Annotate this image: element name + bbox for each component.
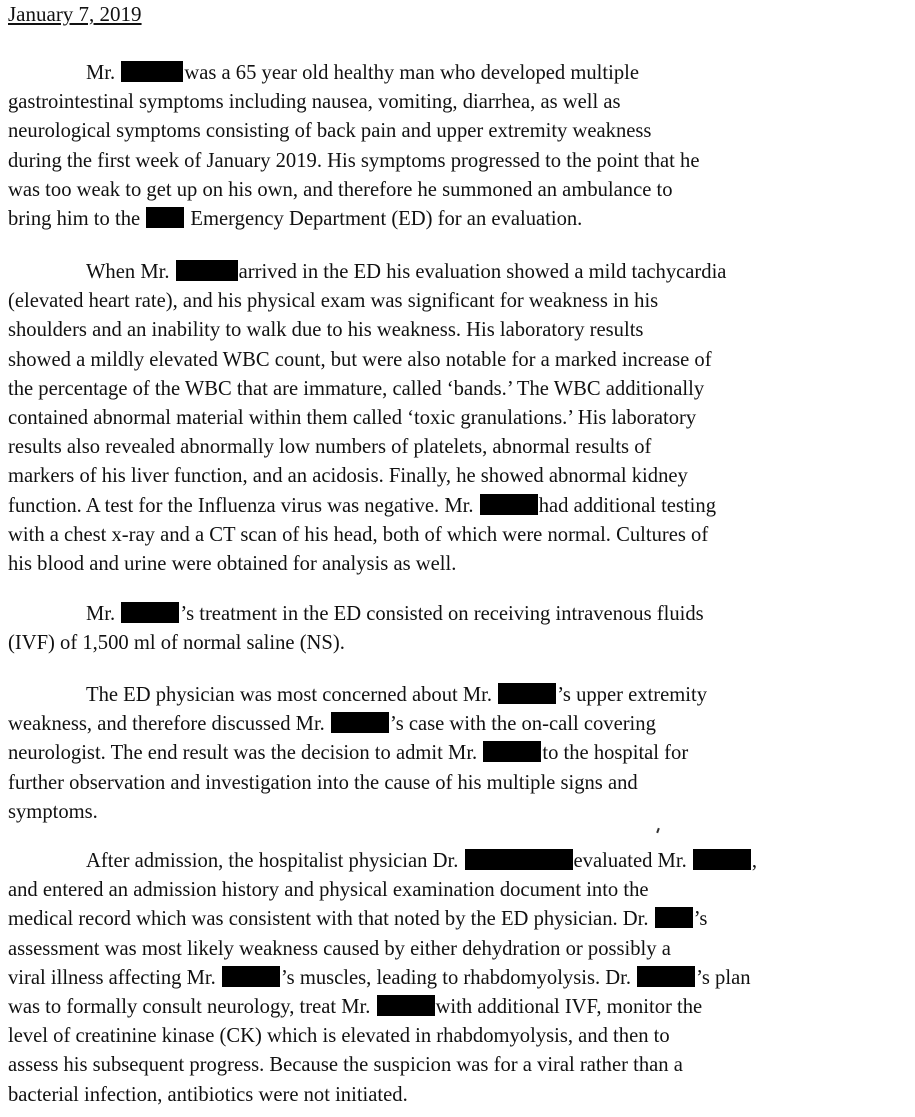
text-span: to the hospital for xyxy=(542,742,689,765)
redaction-bar xyxy=(498,683,556,704)
text-span: After admission, the hospitalist physician Dr. xyxy=(86,850,464,872)
text-span: medical record which was consistent with that noted by the ED physician. Dr. xyxy=(8,908,654,931)
text-line: neurological symptoms consisting of back pain and upper extremity weakness xyxy=(8,120,652,143)
text-line: (elevated heart rate), and his physical exam was significant for weakness in his xyxy=(8,290,659,313)
redaction-bar xyxy=(176,260,238,281)
text-span: had additional testing xyxy=(538,494,716,517)
paragraph-3 xyxy=(8,600,908,658)
redaction-bar xyxy=(146,207,184,228)
paragraph-1 xyxy=(8,59,908,234)
text-line: was too weak to get up on his own, and therefore he summoned an ambulance to xyxy=(8,178,673,201)
text-span: neurologist. The end result was the decision to admit Mr. xyxy=(8,742,483,765)
paragraph-2 xyxy=(8,258,908,579)
text-line: bacterial infection, antibiotics were not initiated. xyxy=(8,1083,408,1106)
text-line: contained abnormal material within them called ‘toxic granulations.’ His laboratory xyxy=(8,406,697,429)
text-span: ’s plan xyxy=(696,966,751,989)
text-span: When Mr. xyxy=(86,261,175,283)
text-line: shoulders and an inability to walk due to his weakness. His laboratory results xyxy=(8,319,644,342)
text-span: , xyxy=(751,850,758,872)
document-date: January 7, 2019 xyxy=(8,2,142,26)
redaction-bar xyxy=(693,849,751,870)
redaction-bar xyxy=(222,966,280,987)
text-span: ’s treatment in the ED consisted on receiving intravenous fluids xyxy=(180,603,704,625)
redaction-bar xyxy=(377,995,435,1016)
redaction-bar xyxy=(483,741,541,762)
text-line: assessment was most likely weakness caused by either dehydration or possibly a xyxy=(8,937,671,960)
text-line: markers of his liver function, and an acidosis. Finally, he showed abnormal kidney xyxy=(8,465,688,488)
redaction-bar xyxy=(121,61,183,82)
text-span: ’s case with the on-call covering xyxy=(389,713,656,736)
text-span: ’s xyxy=(693,908,708,931)
redaction-bar xyxy=(331,712,389,733)
text-span: Emergency Department (ED) for an evaluation. xyxy=(185,207,583,230)
text-span: bring him to the xyxy=(8,207,146,230)
text-span: arrived in the ED his evaluation showed a mild tachycardia xyxy=(238,261,727,283)
redaction-bar xyxy=(465,849,573,870)
text-span: was a 65 year old healthy man who developed multiple xyxy=(184,62,639,84)
text-line: gastrointestinal symptoms including nausea, vomiting, diarrhea, as well as xyxy=(8,91,621,114)
text-span: evaluated Mr. xyxy=(573,850,692,872)
text-span: function. A test for the Influenza virus was negative. Mr. xyxy=(8,494,479,517)
text-line: showed a mildly elevated WBC count, but were also notable for a marked increase of xyxy=(8,348,712,371)
text-line: the percentage of the WBC that are immature, called ‘bands.’ The WBC additionally xyxy=(8,377,705,400)
text-line: with a chest x-ray and a CT scan of his head, both of which were normal. Cultures of xyxy=(8,523,709,546)
text-line: and entered an admission history and physical examination document into the xyxy=(8,879,649,902)
redaction-bar xyxy=(655,907,693,928)
text-span: Mr. xyxy=(86,62,121,84)
text-line: during the first week of January 2019. His symptoms progressed to the point that he xyxy=(8,149,700,172)
text-line: (IVF) of 1,500 ml of normal saline (NS). xyxy=(8,632,345,655)
redaction-bar xyxy=(480,494,538,515)
text-span: ’s upper extremity xyxy=(557,684,708,706)
text-span: was to formally consult neurology, treat Mr. xyxy=(8,995,376,1018)
redaction-bar xyxy=(121,602,179,623)
text-line: results also revealed abnormally low numbers of platelets, abnormal results of xyxy=(8,436,652,459)
text-span: weakness, and therefore discussed Mr. xyxy=(8,713,330,736)
text-line: his blood and urine were obtained for analysis as well. xyxy=(8,552,457,575)
text-line: assess his subsequent progress. Because the suspicion was for a viral rather than a xyxy=(8,1054,683,1077)
text-span: Mr. xyxy=(86,603,121,625)
text-span: with additional IVF, monitor the xyxy=(435,995,703,1018)
text-line: symptoms. xyxy=(8,800,98,823)
text-span: viral illness affecting Mr. xyxy=(8,966,221,989)
text-span: The ED physician was most concerned about Mr. xyxy=(86,684,498,706)
text-line: level of creatinine kinase (CK) which is elevated in rhabdomyolysis, and then to xyxy=(8,1025,670,1048)
scan-speck xyxy=(656,828,660,833)
text-span: ’s muscles, leading to rhabdomyolysis. Dr. xyxy=(280,966,637,989)
text-line: further observation and investigation into the cause of his multiple signs and xyxy=(8,771,638,794)
paragraph-5 xyxy=(8,847,908,1110)
redaction-bar xyxy=(637,966,695,987)
paragraph-4 xyxy=(8,681,908,827)
